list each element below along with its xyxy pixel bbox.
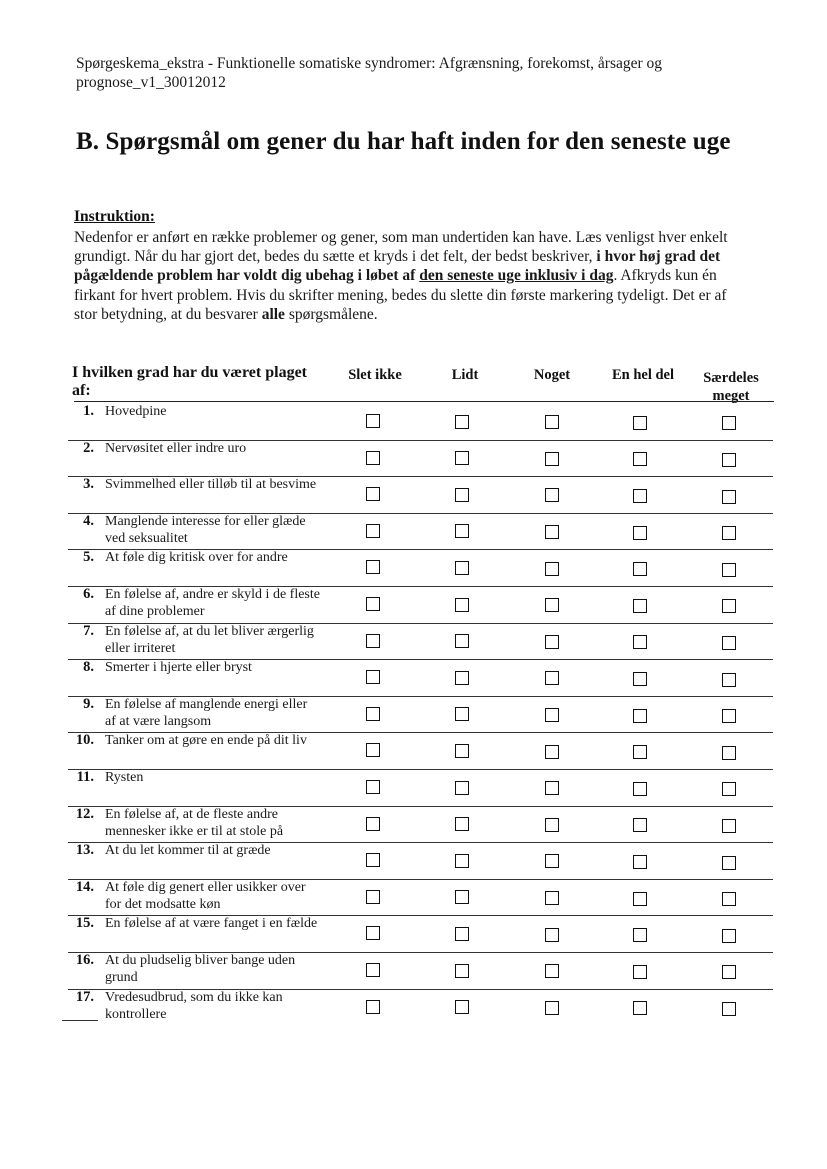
table-header-divider: [74, 401, 774, 402]
column-header-slet-ikke: Slet ikke: [348, 367, 402, 383]
checkbox-slet-ikke[interactable]: [366, 487, 380, 501]
checkbox-saerdeles-meget[interactable]: [722, 563, 736, 577]
checkbox-noget[interactable]: [545, 891, 559, 905]
question-text: En følelse af at være fanget i en fælde: [105, 916, 318, 932]
column-header-en-hel-del: En hel del: [611, 367, 675, 383]
checkbox-en-hel-del[interactable]: [633, 452, 647, 466]
checkbox-slet-ikke[interactable]: [366, 780, 380, 794]
checkbox-saerdeles-meget[interactable]: [722, 526, 736, 540]
checkbox-en-hel-del[interactable]: [633, 782, 647, 796]
checkbox-slet-ikke[interactable]: [366, 560, 380, 574]
checkbox-saerdeles-meget[interactable]: [722, 819, 736, 833]
checkbox-noget[interactable]: [545, 488, 559, 502]
question-number: 10.: [75, 732, 94, 749]
checkbox-noget[interactable]: [545, 635, 559, 649]
question-text: Rysten: [105, 770, 144, 785]
checkbox-saerdeles-meget[interactable]: [722, 965, 736, 979]
checkbox-noget[interactable]: [545, 745, 559, 759]
question-number: 15.: [75, 915, 94, 932]
checkbox-lidt[interactable]: [455, 1000, 469, 1014]
question-number: 8.: [83, 659, 94, 676]
checkbox-en-hel-del[interactable]: [633, 965, 647, 979]
question-text: Manglende interesse for eller glæde ved seksualitet: [105, 513, 306, 546]
checkbox-slet-ikke[interactable]: [366, 634, 380, 648]
checkbox-noget[interactable]: [545, 964, 559, 978]
checkbox-slet-ikke[interactable]: [366, 817, 380, 831]
checkbox-slet-ikke[interactable]: [366, 926, 380, 940]
checkbox-saerdeles-meget[interactable]: [722, 929, 736, 943]
checkbox-en-hel-del[interactable]: [633, 745, 647, 759]
checkbox-slet-ikke[interactable]: [366, 890, 380, 904]
question-number: 12.: [75, 805, 94, 822]
question-text: Vredesudbrud, som du ikke kan kontrollere: [105, 989, 283, 1022]
checkbox-noget[interactable]: [545, 781, 559, 795]
checkbox-lidt[interactable]: [455, 890, 469, 904]
checkbox-slet-ikke[interactable]: [366, 853, 380, 867]
question-text: Nervøsitet eller indre uro: [105, 440, 247, 456]
checkbox-lidt[interactable]: [455, 854, 469, 868]
checkbox-saerdeles-meget[interactable]: [722, 673, 736, 687]
checkbox-en-hel-del[interactable]: [633, 892, 647, 906]
checkbox-saerdeles-meget[interactable]: [722, 416, 736, 430]
checkbox-lidt[interactable]: [455, 488, 469, 502]
checkbox-en-hel-del[interactable]: [633, 928, 647, 942]
trailing-rule: [62, 1020, 98, 1021]
checkbox-saerdeles-meget[interactable]: [722, 453, 736, 467]
checkbox-lidt[interactable]: [455, 598, 469, 612]
checkbox-saerdeles-meget[interactable]: [722, 1002, 736, 1016]
column-header-lidt: Lidt: [451, 367, 479, 383]
checkbox-slet-ikke[interactable]: [366, 524, 380, 538]
checkbox-en-hel-del[interactable]: [633, 855, 647, 869]
checkbox-slet-ikke[interactable]: [366, 451, 380, 465]
question-number: 17.: [75, 988, 94, 1005]
checkbox-slet-ikke[interactable]: [366, 963, 380, 977]
checkbox-noget[interactable]: [545, 818, 559, 832]
checkbox-noget[interactable]: [545, 415, 559, 429]
checkbox-noget[interactable]: [545, 854, 559, 868]
checkbox-en-hel-del[interactable]: [633, 489, 647, 503]
question-number: 4.: [83, 512, 94, 529]
question-text: At du let kommer til at græde: [105, 843, 271, 859]
instruction-text: Nedenfor er anført en række problemer og gener, som man undertiden kan have. Læs venligst hver enkelt grundigt. Når du har gjort det, bedes du sætte et kryds i det felt, der bedst beskriver, i hvor høj grad det pågældende problem har voldt dig ubehag i løbet af den seneste uge inklusiv i dag. Afkryds kun én firkant for hvert problem. Hvis du skrifter mening, bedes du slette din første markering tydeligt. Det er af stor betydning, at du besvarer alle spørgsmålene.: [74, 229, 728, 323]
checkbox-saerdeles-meget[interactable]: [722, 599, 736, 613]
checkbox-en-hel-del[interactable]: [633, 416, 647, 430]
instruction-heading: Instruktion:: [74, 208, 155, 225]
question-text: En følelse af manglende energi eller af at være langsom: [105, 696, 308, 729]
checkbox-saerdeles-meget[interactable]: [722, 746, 736, 760]
checkbox-noget[interactable]: [545, 598, 559, 612]
question-text: En følelse af, at du let bliver ærgerlig eller irriteret: [105, 623, 314, 656]
question-number: 3.: [83, 476, 94, 493]
checkbox-en-hel-del[interactable]: [633, 599, 647, 613]
checkbox-noget[interactable]: [545, 525, 559, 539]
checkbox-en-hel-del[interactable]: [633, 818, 647, 832]
question-number: 11.: [76, 769, 94, 785]
question-number: 2.: [83, 439, 94, 456]
checkbox-slet-ikke[interactable]: [366, 670, 380, 684]
question-number: 7.: [83, 622, 94, 639]
checkbox-slet-ikke[interactable]: [366, 414, 380, 428]
checkbox-slet-ikke[interactable]: [366, 597, 380, 611]
checkbox-lidt[interactable]: [455, 927, 469, 941]
checkbox-en-hel-del[interactable]: [633, 672, 647, 686]
checkbox-en-hel-del[interactable]: [633, 635, 647, 649]
checkbox-noget[interactable]: [545, 708, 559, 722]
question-text: Tanker om at gøre en ende på dit liv: [105, 733, 307, 749]
question-number: 9.: [83, 695, 94, 712]
checkbox-slet-ikke[interactable]: [366, 707, 380, 721]
checkbox-saerdeles-meget[interactable]: [722, 490, 736, 504]
checkbox-lidt[interactable]: [455, 817, 469, 831]
section-title: B. Spørgsmål om gener du har haft inden for den seneste uge: [76, 128, 731, 155]
checkbox-lidt[interactable]: [455, 671, 469, 685]
checkbox-lidt[interactable]: [455, 744, 469, 758]
checkbox-en-hel-del[interactable]: [633, 526, 647, 540]
checkbox-noget[interactable]: [545, 671, 559, 685]
checkbox-lidt[interactable]: [455, 524, 469, 538]
question-number: 5.: [83, 549, 94, 566]
checkbox-lidt[interactable]: [455, 415, 469, 429]
checkbox-saerdeles-meget[interactable]: [722, 709, 736, 723]
checkbox-slet-ikke[interactable]: [366, 1000, 380, 1014]
question-text: At du pludselig bliver bange uden grund: [105, 953, 296, 985]
checkbox-lidt[interactable]: [455, 451, 469, 465]
question-text: At føle dig genert eller usikker over for det modsatte køn: [105, 879, 306, 912]
question-text: Smerter i hjerte eller bryst: [105, 660, 252, 676]
checkbox-saerdeles-meget[interactable]: [722, 892, 736, 906]
question-number: 13.: [75, 842, 94, 859]
document-header: Spørgeskema_ekstra - Funktionelle somatiske syndromer: Afgrænsning, forekomst, årsager og prognose_v1_30012012: [76, 55, 663, 91]
question-number: 14.: [75, 878, 94, 895]
checkbox-lidt[interactable]: [455, 707, 469, 721]
question-column-header: I hvilken grad har du været plaget af:: [72, 364, 307, 399]
checkbox-saerdeles-meget[interactable]: [722, 782, 736, 796]
question-number: 16.: [75, 952, 94, 968]
column-header-noget: Noget: [533, 367, 571, 383]
question-number: 6.: [83, 586, 94, 602]
checkbox-saerdeles-meget[interactable]: [722, 636, 736, 650]
question-text: At føle dig kritisk over for andre: [105, 550, 288, 566]
checkbox-saerdeles-meget[interactable]: [722, 856, 736, 870]
column-header-saerdeles-meget: Særdeles meget: [703, 370, 759, 404]
question-text: En følelse af, andre er skyld i de fleste af dine problemer: [105, 587, 320, 619]
checkbox-slet-ikke[interactable]: [366, 743, 380, 757]
checkbox-lidt[interactable]: [455, 561, 469, 575]
checkbox-noget[interactable]: [545, 1001, 559, 1015]
checkbox-en-hel-del[interactable]: [633, 562, 647, 576]
checkbox-lidt[interactable]: [455, 964, 469, 978]
checkbox-lidt[interactable]: [455, 634, 469, 648]
checkbox-noget[interactable]: [545, 562, 559, 576]
question-text: Svimmelhed eller tilløb til at besvime: [105, 477, 317, 493]
checkbox-en-hel-del[interactable]: [633, 709, 647, 723]
question-text: Hovedpine: [105, 404, 167, 419]
question-number: 1.: [83, 403, 94, 419]
checkbox-lidt[interactable]: [455, 781, 469, 795]
question-text: En følelse af, at de fleste andre mennesker ikke er til at stole på: [105, 806, 284, 839]
checkbox-en-hel-del[interactable]: [633, 1001, 647, 1015]
checkbox-noget[interactable]: [545, 452, 559, 466]
checkbox-noget[interactable]: [545, 928, 559, 942]
